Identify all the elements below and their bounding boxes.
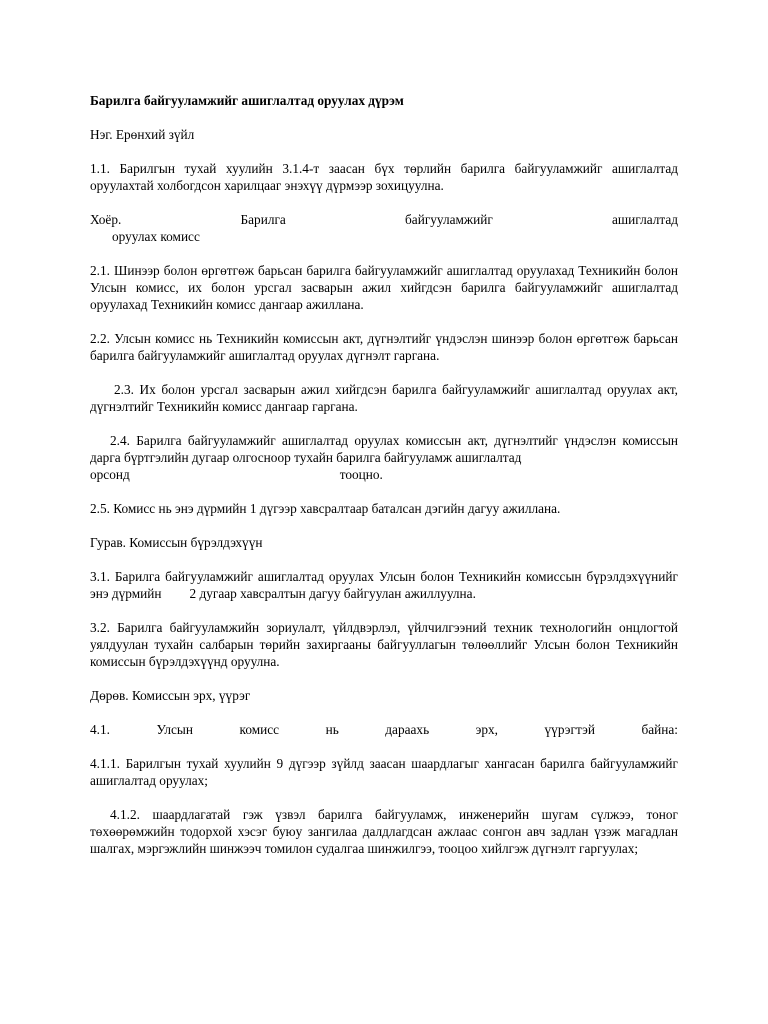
paragraph-4-1-word: 4.1. (90, 722, 110, 737)
paragraph-2-4 (90, 432, 678, 483)
heading-word: Барилга (240, 212, 286, 227)
paragraph-2-2: 2.2. Улсын комисс нь Техникийн комиссын акт, дүгнэлтийг үндэслэн шинээр болон өргөтгөж барьсан барилга байгууламжийг ашиглалтад оруулах дүгнэлт гаргана. (90, 331, 678, 363)
paragraph-4-1-word: үүрэгтэй (544, 722, 595, 737)
section-heading-composition: Гурав. Комиссын бүрэлдэхүүн (90, 535, 263, 550)
paragraph-4-1-word: дараахь (385, 722, 430, 737)
heading-word: байгууламжийг (405, 212, 493, 227)
paragraph-1-1: 1.1. Барилгын тухай хуулийн 3.1.4-т заасан бүх төрлийн барилга байгууламжийг ашиглалтад оруулахтай холбогдсон харилцааг энэхүү дүрмээр зохицуулна. (90, 161, 678, 193)
paragraph-4-1-2: 4.1.2. шаардлагатай гэж үзвэл барилга байгууламж, инженерийн шугам сүлжээ, тоног төхөөрөмжийн тодорхой хэсэг буюу зангилаа далдлагдсан ажлаас сонгон авч задлан үзэж магадлан шалгах, мэргэжлийн шинжээч томилон судалгаа шинжилгээ, тооцоо хийлгэж дүгнэлт гаргуулах; (90, 807, 678, 856)
section-heading-commission-line2: оруулах комисс (112, 229, 200, 244)
paragraph-3-2: 3.2. Барилга байгууламжийн зориулалт, үйлдвэрлэл, үйлчилгээний техник технологийн онцлогтой уялдуулан тухайн салбарын төрийн захиргааны байгууллагын төлөөллийг Улсын болон Техникийн комиссын бүрэлдэхүүнд оруулна. (90, 620, 678, 669)
paragraph-2-5: 2.5. Комисс нь энэ дүрмийн 1 дүгээр хавсралтаар баталсан дэгийн дагуу ажиллана. (90, 501, 561, 516)
paragraph-3-1-part-b: 2 дугаар хавсралтын дагуу байгуулан ажиллуулна. (189, 586, 476, 601)
paragraph-4-1-1: 4.1.1. Барилгын тухай хуулийн 9 дүгээр зүйлд заасан шаардлагыг хангасан барилга байгууламжийг ашиглалтад оруулах; (90, 756, 678, 788)
heading-word: Хоёр. (90, 212, 122, 227)
paragraph-2-4-lastline (90, 466, 678, 483)
heading-word: ашиглалтад (612, 212, 678, 227)
paragraph-3-1 (90, 568, 678, 602)
section-heading-commission (90, 211, 678, 245)
paragraph-2-3: 2.3. Их болон урсгал засварын ажил хийгдсэн барилга байгууламжийг ашиглалтад оруулах акт, дүгнэлтийг Техникийн комисс дангаар гаргана. (90, 382, 678, 414)
paragraph-2-4-word: орсонд (90, 467, 130, 482)
paragraph-4-1-word: комисс (239, 722, 280, 737)
paragraph-4-1 (90, 721, 678, 738)
paragraph-4-1-word: байна: (641, 722, 678, 737)
section-heading-rights: Дөрөв. Комиссын эрх, үүрэг (90, 688, 251, 703)
document-body (90, 92, 678, 874)
paragraph-4-1-word: эрх, (475, 722, 498, 737)
paragraph-3-1-part-a: 3.1. Барилга байгууламжийг ашиглалтад оруулах Улсын болон Техникийн комиссын бүрэлдэхүүнийг энэ дүрмийн (90, 569, 678, 601)
paragraph-4-1-word: Улсын (156, 722, 193, 737)
paragraph-4-1-word: нь (325, 722, 339, 737)
section-heading-general: Нэг. Ерөнхий зүйл (90, 127, 195, 142)
document-title: Барилга байгууламжийг ашиглалтад оруулах дүрэм (90, 93, 404, 108)
paragraph-2-1: 2.1. Шинээр болон өргөтгөж барьсан барилга байгууламжийг ашиглалтад оруулахад Техникийн болон Улсын комисс, их болон урсгал засварын ажил хийгдсэн барилга байгууламжийг ашиглалтад оруулахад Техникийн комисс дангаар ажиллана. (90, 263, 678, 312)
paragraph-2-4-word: тооцно. (339, 467, 383, 482)
paragraph-2-4-body: 2.4. Барилга байгууламжийг ашиглалтад оруулах комиссын акт, дүгнэлтийг үндэслэн комиссын дарга бүртгэлийн дугаар олгосноор тухайн барилга байгууламж ашиглалтад (90, 433, 678, 465)
section-heading-commission-line1 (90, 211, 678, 228)
